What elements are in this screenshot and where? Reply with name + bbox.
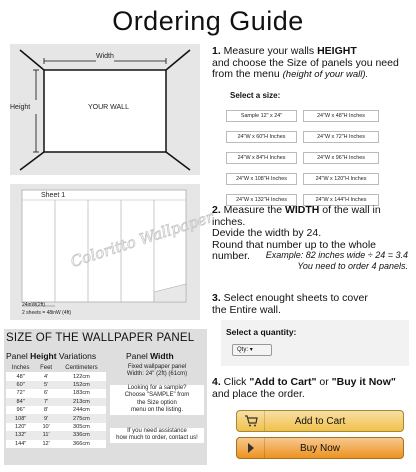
size-option-button[interactable]: 24"W x 132"H Inches (226, 194, 297, 206)
step-1-text: 1. Measure your walls HEIGHT and choose the Size of panels you need from the menu (height of your wall). (212, 45, 399, 80)
example-text: Example: 82 inches wide ÷ 24 = 3.4 You need to order 4 panels. (265, 250, 408, 271)
table-row (6, 406, 106, 414)
width-label: Width (96, 53, 114, 60)
table-cell: 72" (6, 389, 35, 397)
select-size-label: Select a size: (230, 91, 281, 100)
buy-now-button[interactable] (236, 437, 404, 459)
size-option-button[interactable]: 24"W x 48"H Inches (303, 110, 379, 122)
table-cell: 60" (6, 381, 35, 389)
table-cell: 6' (35, 389, 57, 397)
table-cell: 108" (6, 414, 35, 422)
cart-icon (237, 411, 265, 431)
table-cell: 120" (6, 423, 35, 431)
table-cell: 11' (35, 431, 57, 439)
height-variations-heading: Panel Height Variations (6, 351, 97, 361)
wallpaper-size-panel (4, 329, 207, 465)
table-cell: 8' (35, 406, 57, 414)
chevron-down-icon: ▾ (249, 347, 253, 353)
table-row (6, 398, 106, 406)
table-row (6, 381, 106, 389)
col-centimeters: Centimeters (65, 365, 98, 372)
table-cell: 366cm (57, 440, 106, 448)
calc-label: 2 sheets = 48inW (4ft) (22, 310, 72, 316)
table-cell: 132" (6, 431, 35, 439)
sample-note: Looking for a sample? Choose "SAMPLE" from the Size option menu on the listing. (110, 385, 204, 415)
table-cell: 4' (35, 372, 57, 380)
table-cell: 336cm (57, 431, 106, 439)
add-to-cart-button[interactable] (236, 410, 404, 432)
size-option-button[interactable]: 24"W x 60"H Inches (226, 131, 297, 143)
step-3-text: 3. Select enought sheets to cover the Entire wall. (212, 292, 368, 316)
select-quantity-label: Select a quantity: (226, 327, 297, 337)
table-cell: 96" (6, 406, 35, 414)
table-cell: 275cm (57, 414, 106, 422)
table-cell: 122cm (57, 372, 106, 380)
table-cell: 213cm (57, 398, 106, 406)
table-cell: 183cm (57, 389, 106, 397)
step-2-text: 2. Measure the WIDTH of the wall in inches. Devide the width by 24. Round that number up to the whole number. (212, 204, 381, 262)
table-cell: 152cm (57, 381, 106, 389)
fixed-width-note: Fixed wallpaper panel Width: 24" (2ft) (61cm) (126, 364, 188, 378)
size-option-button[interactable]: 24"W x 84"H Inches (226, 152, 297, 164)
watermark-text: Coloritto Wallpaper (68, 207, 216, 271)
table-cell: 10' (35, 423, 57, 431)
room-diagram (10, 44, 200, 175)
measure-label: 24inW(2ft) (22, 302, 46, 308)
table-row (6, 431, 106, 439)
add-to-cart-label: Add to Cart (294, 416, 346, 427)
table-row (6, 423, 106, 431)
size-option-button[interactable]: 24"W x 96"H Inches (303, 152, 379, 164)
size-option-button[interactable]: 24"W x 120"H Inches (303, 173, 379, 185)
table-cell: 7' (35, 398, 57, 406)
page-title: Ordering Guide (112, 6, 304, 36)
size-option-button[interactable]: Sample 12" x 24" (226, 110, 297, 122)
col-inches: Inches (11, 365, 30, 372)
table-row (6, 372, 106, 380)
sheet-diagram (10, 184, 216, 320)
height-label: Height (10, 104, 31, 111)
table-cell: 144" (6, 440, 35, 448)
step-4-text: 4. Click "Add to Cart" or "Buy it Now" and place the order. (212, 376, 396, 400)
table-row (6, 414, 106, 422)
sheet-panels-drawing (10, 184, 216, 320)
table-row (6, 440, 106, 448)
wall-label: YOUR WALL (88, 104, 129, 111)
table-cell: 12' (35, 440, 57, 448)
sheet-1-label: Sheet 1 (41, 192, 66, 199)
table-cell: 244cm (57, 406, 106, 414)
play-arrow-icon (237, 438, 265, 458)
size-option-button[interactable]: 24"W x 72"H Inches (303, 131, 379, 143)
quantity-select[interactable]: Qty: ▾ (232, 344, 272, 356)
height-table (6, 364, 106, 448)
table-cell: 305cm (57, 423, 106, 431)
help-note: If you need assistance how much to order, contact us! (110, 428, 204, 443)
width-heading: Panel Width (126, 351, 174, 361)
table-cell: 5' (35, 381, 57, 389)
col-feet: Feet (40, 365, 53, 372)
size-option-button[interactable]: 24"W x 108"H Inches (226, 173, 297, 185)
table-cell: 9' (35, 414, 57, 422)
size-option-button[interactable]: 24"W x 144"H Inches (303, 194, 379, 206)
size-panel-title: SIZE OF THE WALLPAPER PANEL (6, 332, 195, 344)
table-cell: 48" (6, 372, 35, 380)
table-row (6, 389, 106, 397)
buy-now-label: Buy Now (299, 443, 340, 454)
table-cell: 84" (6, 398, 35, 406)
